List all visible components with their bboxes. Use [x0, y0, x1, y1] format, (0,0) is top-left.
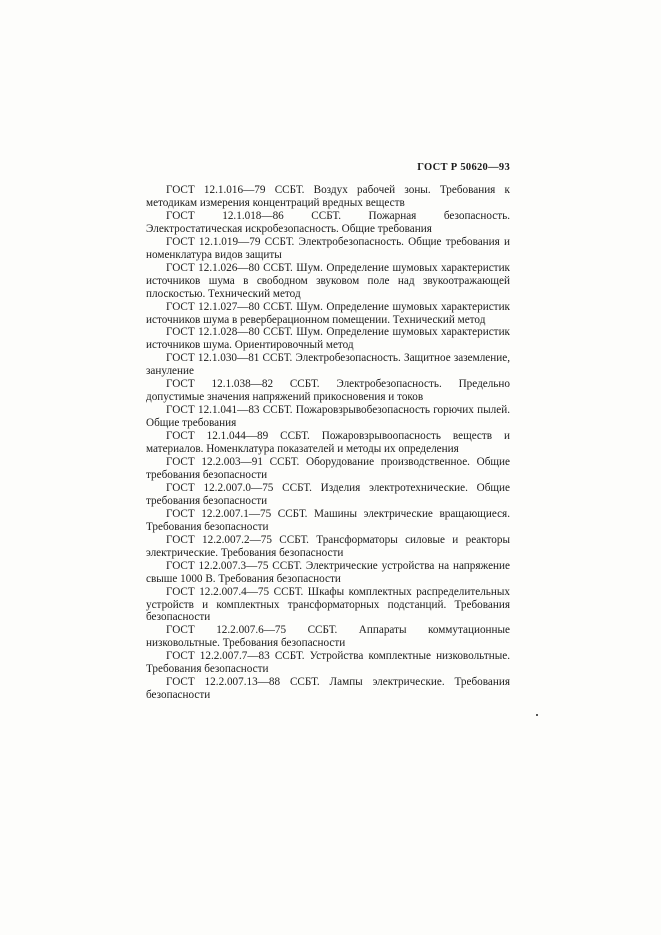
standard-entry: ГОСТ 12.2.007.13—88 ССБТ. Лампы электрические. Требования безопасности [146, 676, 510, 702]
standard-entry: ГОСТ 12.2.007.6—75 ССБТ. Аппараты коммутационные низковольтные. Требования безопасности [146, 624, 510, 650]
standard-entry: ГОСТ 12.2.007.4—75 ССБТ. Шкафы комплектных распределительных устройств и комплектных трансформаторных подстанций. Требования безопасности [146, 585, 510, 624]
standards-list [146, 184, 510, 702]
standard-entry: ГОСТ 12.1.041—83 ССБТ. Пожаровзрывобезопасность горючих пылей. Общие требования [146, 404, 510, 430]
standard-entry: ГОСТ 12.1.016—79 ССБТ. Воздух рабочей зоны. Требования к методикам измерения концентраций вредных веществ [146, 184, 510, 209]
standard-entry: ГОСТ 12.1.030—81 ССБТ. Электробезопасность. Защитное заземление, зануление [146, 352, 510, 378]
standard-entry: ГОСТ 12.2.003—91 ССБТ. Оборудование производственное. Общие требования безопасности [146, 456, 510, 481]
standard-entry: ГОСТ 12.1.038—82 ССБТ. Электробезопасность. Предельно допустимые значения напряжений прикосновения и токов [146, 378, 510, 404]
standard-entry: ГОСТ 12.1.018—86 ССБТ. Пожарная безопасность. Электростатическая искробезопасность. Общие требования [146, 209, 510, 235]
standard-entry: ГОСТ 12.2.007.1—75 ССБТ. Машины электрические вращающиеся. Требования безопасности [146, 507, 510, 533]
scan-speck [536, 714, 538, 716]
page-header: ГОСТ Р 50620—93 [417, 162, 510, 173]
standard-entry: ГОСТ 12.2.007.0—75 ССБТ. Изделия электротехнические. Общие требования безопасности [146, 481, 510, 507]
standard-entry: ГОСТ 12.1.026—80 ССБТ. Шум. Определение шумовых характеристик источников шума в свободном звуковом поле над звукоотражающей плоскостью. Технический метод [146, 261, 510, 300]
standard-entry: ГОСТ 12.1.019—79 ССБТ. Электробезопасность. Общие требования и номенклатура видов защиты [146, 235, 510, 261]
standard-entry: ГОСТ 12.1.044—89 ССБТ. Пожаровзрывоопасность веществ и материалов. Номенклатура показателей и методы их определения [146, 430, 510, 456]
standard-entry: ГОСТ 12.2.007.3—75 ССБТ. Электрические устройства на напряжение свыше 1000 В. Требования безопасности [146, 559, 510, 585]
standard-entry: ГОСТ 12.2.007.7—83 ССБТ. Устройства комплектные низковольтные. Требования безопасности [146, 650, 510, 676]
standard-entry: ГОСТ 12.2.007.2—75 ССБТ. Трансформаторы силовые и реакторы электрические. Требования безопасности [146, 533, 510, 559]
standard-entry: ГОСТ 12.1.027—80 ССБТ. Шум. Определение шумовых характеристик источников шума в реверберационном помещении. Технический метод [146, 300, 510, 326]
standard-entry: ГОСТ 12.1.028—80 ССБТ. Шум. Определение шумовых характеристик источников шума. Ориентировочный метод [146, 326, 510, 352]
